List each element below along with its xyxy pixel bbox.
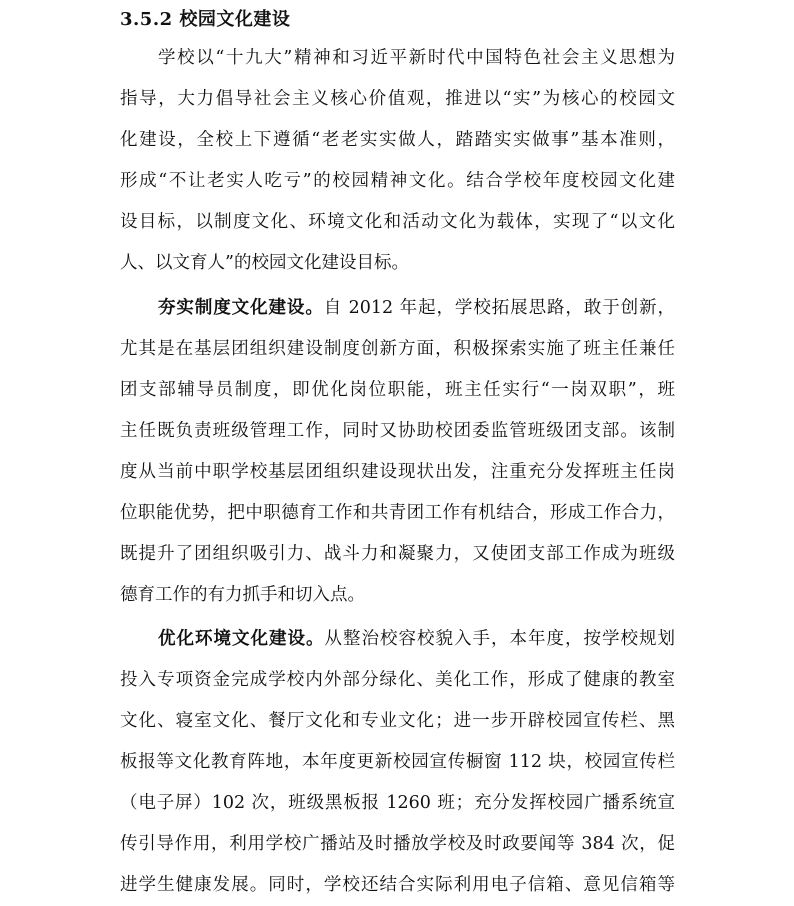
paragraph-line: 主任既负责班级管理工作，同时又协助校团委监管班级团支部。该制 xyxy=(120,421,675,441)
paragraph-line: 指导，大力倡导社会主义核心价值观，推进以“实”为核心的校园文 xyxy=(120,89,675,109)
paragraph-line: 投入专项资金完成学校内外部分绿化、美化工作，形成了健康的教室 xyxy=(120,670,675,690)
paragraph-line: 文化、寝室文化、餐厅文化和专业文化；进一步开辟校园宣传栏、黑 xyxy=(120,711,675,731)
paragraph-environment-culture xyxy=(120,619,675,906)
paragraph-line: 德育工作的有力抓手和切入点。 xyxy=(120,585,365,605)
paragraph-first-rest: 自 2012 年起，学校拓展思路，敢于创新， xyxy=(323,298,675,318)
section-heading: 3.5.2 校园文化建设 xyxy=(120,9,291,30)
paragraph-line: 形成“不让老实人吃亏”的校园精神文化。结合学校年度校园文化建 xyxy=(120,171,675,191)
paragraph-line: 人、以文育人”的校园文化建设目标。 xyxy=(120,253,409,273)
paragraph-line: 既提升了团组织吸引力、战斗力和凝聚力，又使团支部工作成为班级 xyxy=(120,544,675,564)
paragraph-campus-culture xyxy=(120,38,675,284)
paragraph-line: 传引导作用，利用学校广播站及时播放学校及时政要闻等 384 次，促 xyxy=(120,834,675,854)
paragraph-first-line xyxy=(120,288,675,329)
paragraph-line: （电子屏）102 次，班级黑板报 1260 班；充分发挥校园广播系统宣 xyxy=(120,793,675,813)
paragraph-first-rest: 从整治校容校貌入手，本年度，按学校规划 xyxy=(324,629,675,649)
paragraph-lead: 夯实制度文化建设。 xyxy=(158,298,324,318)
paragraph-line: 团支部辅导员制度，即优化岗位职能，班主任实行“一岗双职”，班 xyxy=(120,380,675,400)
paragraph-line: 化建设，全校上下遵循“老老实实做人，踏踏实实做事”基本准则， xyxy=(120,130,675,150)
paragraph-line: 度从当前中职学校基层团组织建设现状出发，注重充分发挥班主任岗 xyxy=(120,462,675,482)
paragraph-system-culture xyxy=(120,288,675,616)
paragraph-line: 板报等文化教育阵地，本年度更新校园宣传橱窗 112 块，校园宣传栏 xyxy=(120,752,675,772)
paragraph-first-line xyxy=(120,619,675,660)
paragraph-line: 尤其是在基层团组织建设制度创新方面，积极探索实施了班主任兼任 xyxy=(120,339,675,359)
paragraph-line: 设目标，以制度文化、环境文化和活动文化为载体，实现了“以文化 xyxy=(120,212,675,232)
paragraph-line: 位职能优势，把中职德育工作和共青团工作有机结合，形成工作合力， xyxy=(120,503,675,523)
paragraph-line: 进学生健康发展。同时，学校还结合实际利用电子信箱、意见信箱等 xyxy=(120,875,675,895)
paragraph-line: 学校以“十九大”精神和习近平新时代中国特色社会主义思想为 xyxy=(158,48,675,68)
paragraph-lead: 优化环境文化建设。 xyxy=(158,629,325,649)
